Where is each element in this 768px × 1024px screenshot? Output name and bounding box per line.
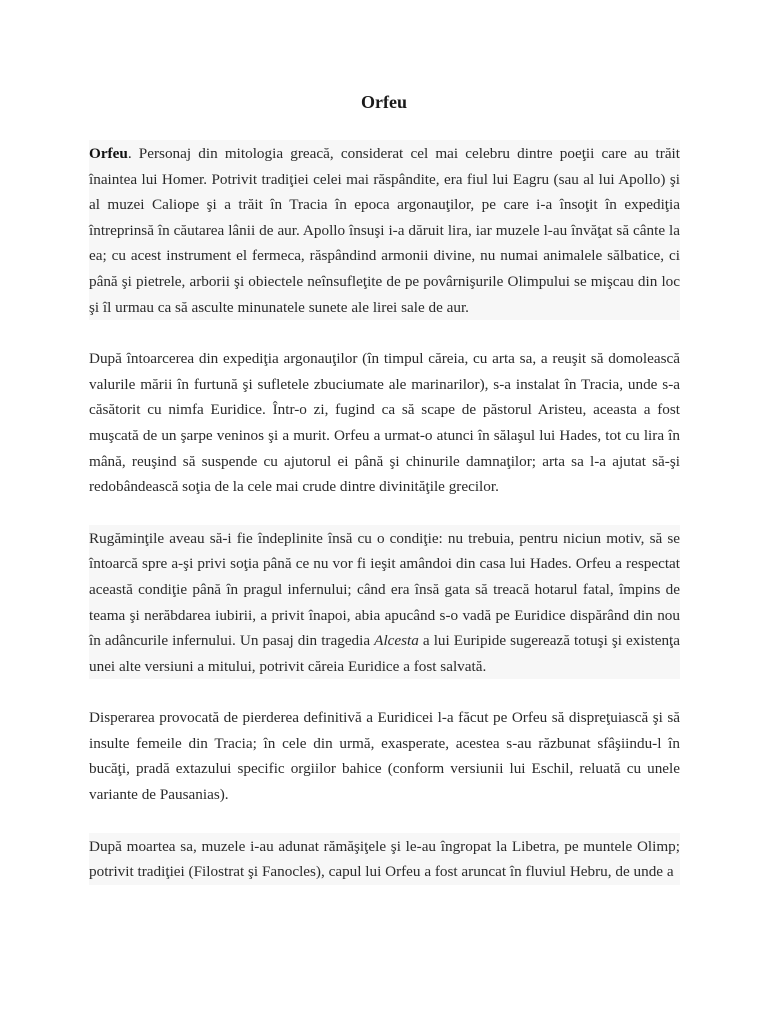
paragraph-1: [89, 140, 680, 320]
paragraph-text: a lui Euripide sugerează totuşi şi existenţa unei alte versiuni a mitului, potrivit căreia Euridice a fost salvată.: [89, 632, 681, 675]
paragraph-4: [89, 704, 680, 807]
emphasized-title: Alcesta: [374, 632, 419, 650]
paragraph-text: După moartea sa, muzele i-au adunat rămăşiţele şi le-au îngropat la Libetra, pe muntele Olimp; potrivit tradiţiei (Filostrat şi Fanocles), capul lui Orfeu a fost aruncat în fluviul Hebru, de unde a: [89, 837, 680, 881]
paragraph-lead-term: Orfeu: [89, 145, 128, 162]
paragraph-text: Rugăminţile aveau să-i fie îndeplinite însă cu o condiţie: nu trebuia, pentru niciun motiv, să se întoarcă spre a-şi privi soţia până ce nu vor fi ieşit amândoi din casa lui Hades. Orfeu a respectat această condiţie până în pragul infernului; când era însă gata să treacă hotarul fatal, împins de teama şi nerăbdarea iubirii, a privit înapoi, abia apucând s-o vadă pe Euridice dispărând din nou în adâncurile infernului. Un pasaj din tragedia: [89, 529, 680, 650]
document-body: [89, 140, 680, 910]
paragraph-5: [89, 833, 680, 885]
paragraph-3: [89, 525, 680, 680]
paragraph-text: După întoarcerea din expediţia argonauţilor (în timpul căreia, cu arta sa, a reuşit să domolească valurile mării în furtună şi sufletele zbuciumate ale marinarilor), s-a instalat în Tracia, unde s-a căsătorit cu nimfa Euridice. Într-o zi, fugind ca să scape de păstorul Aristeu, aceasta a fost muşcată de un şarpe veninos şi a murit. Orfeu a urmat-o atunci în sălaşul lui Hades, tot cu lira în mână, reuşind să suspende cu ajutorul ei până şi chinurile damnaţilor; arta sa l-a ajutat să-şi redobândească soţia de la cele mai crude dintre divinităţile grecilor.: [89, 350, 680, 496]
paragraph-text: . Personaj din mitologia greacă, considerat cel mai celebru dintre poeţii care au trăit înaintea lui Homer. Potrivit tradiţiei celei mai răspândite, era fiul lui Eagru (sau al lui Apollo) şi al muzei Caliope şi a trăit în Tracia în epoca argonauţilor, pe care i-a însoţit în expediţia întreprinsă în căutarea lânii de aur. Apollo însuşi i-a dăruit lira, iar muzele l-au învăţat să cânte la ea; cu acest instrument el fermeca, răspândind armonii divine, nu numai animalele sălbatice, ci până şi pietrele, arborii şi obiectele neînsufleţite de pe povârnişurile Olimpului se mişcau din loc şi îl urmau ca să asculte minunatele sunete ale lirei sale de aur.: [89, 145, 680, 316]
paragraph-2: [89, 345, 680, 500]
document-title: Orfeu: [361, 92, 407, 112]
paragraph-text: Disperarea provocată de pierderea definitivă a Euridicei l-a făcut pe Orfeu să dispreţuiască şi să insulte femeile din Tracia; în cele din urmă, exasperate, acestea s-au răzbunat sfâşiindu-l în bucăţi, pradă extazului specific orgiilor bahice (conform versiunii lui Eschil, reluată cu unele variante de Pausanias).: [89, 709, 680, 804]
